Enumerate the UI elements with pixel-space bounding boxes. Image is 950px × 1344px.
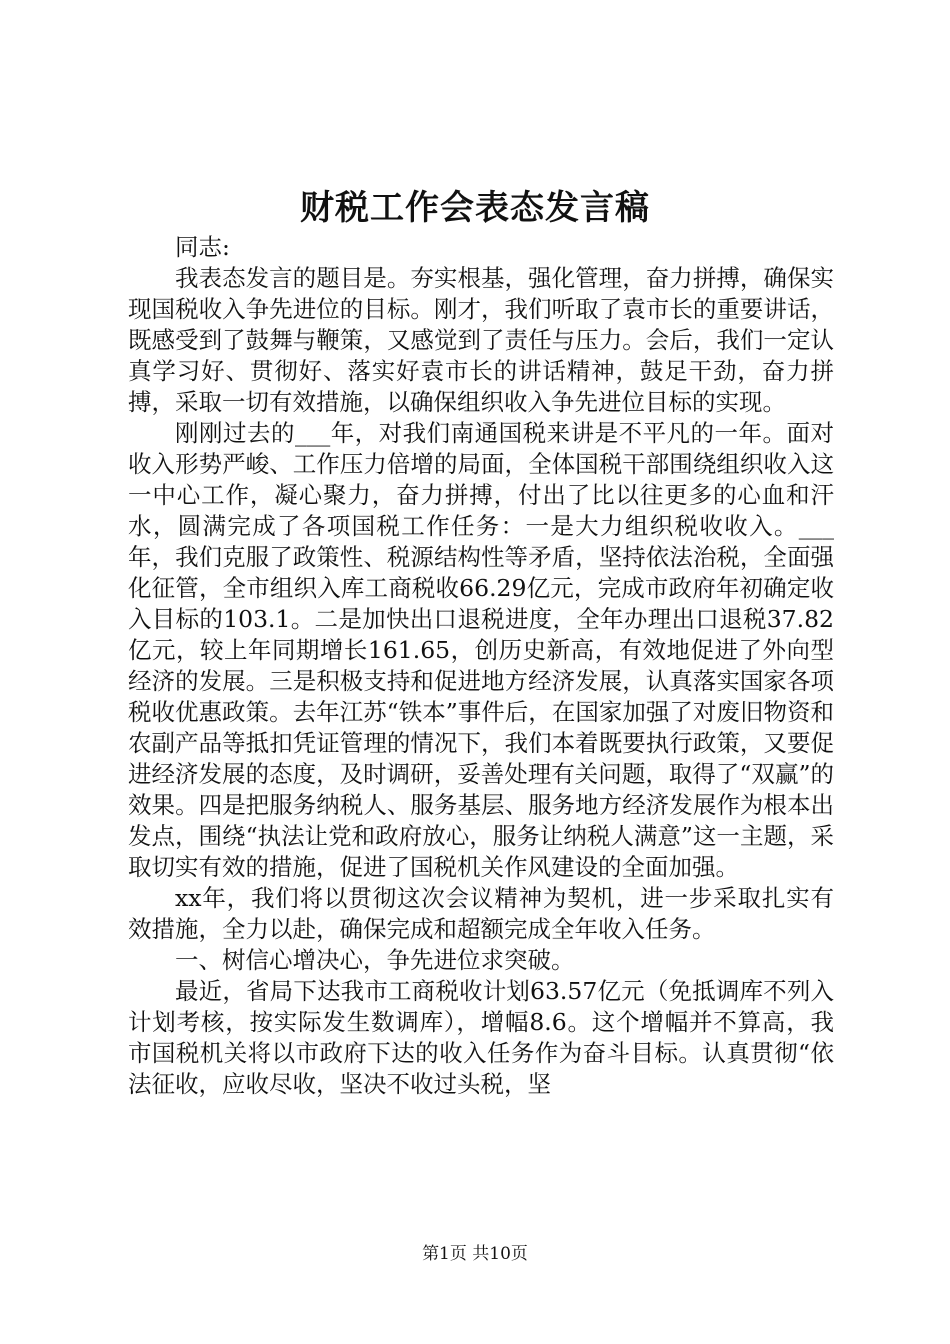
intro-paragraph: 我表态发言的题目是。夯实根基，强化管理，奋力拼搏，确保实现国税收入争先进位的目标。刚才，我们听取了袁市长的重要讲话，既感受到了鼓舞与鞭策，又感觉到了责任与压力。会后，我们一定认真学习好、贯彻好、落实好袁市长的讲话精神，鼓足干劲，奋力拼搏，采取一切有效措施，以确保组织收入争先进位目标的实现。: [128, 264, 834, 416]
document-title: 财税工作会表态发言稿: [300, 188, 650, 228]
plan-paragraph: xx年，我们将以贯彻这次会议精神为契机，进一步采取扎实有效措施，全力以赴，确保完成和超额完成全年收入任务。: [128, 884, 834, 943]
section-1-paragraph: 最近，省局下达我市工商税收计划63.57亿元（免抵调库不列入计划考核，按实际发生数调库），增幅8.6。这个增幅并不算高，我市国税机关将以市政府下达的收入任务作为奋斗目标。认真贯彻“依法征收，应收尽收，坚决不收过头税，坚: [128, 977, 834, 1098]
page-footer: 第1页 共10页: [422, 1244, 528, 1264]
document-body: [128, 232, 834, 1100]
salutation-paragraph: 同志:: [175, 233, 230, 261]
review-paragraph: 刚刚过去的___年，对我们南通国税来讲是不平凡的一年。面对收入形势严峻、工作压力倍增的局面，全体国税干部围绕组织收入这一中心工作，凝心聚力，奋力拼搏，付出了比以往更多的心血和汗水，圆满完成了各项国税工作任务：一是大力组织税收收入。___年，我们克服了政策性、税源结构性等矛盾，坚持依法治税，全面强化征管，全市组织入库工商税收66.29亿元，完成市政府年初确定收入目标的103.1。二是加快出口退税进度，全年办理出口退税37.82亿元，较上年同期增长161.65，创历史新高，有效地促进了外向型经济的发展。三是积极支持和促进地方经济发展，认真落实国家各项税收优惠政策。去年江苏“铁本”事件后，在国家加强了对废旧物资和农副产品等抵扣凭证管理的情况下，我们本着既要执行政策，又要促进经济发展的态度，及时调研，妥善处理有关问题，取得了“双赢”的效果。四是把服务纳税人、服务基层、服务地方经济发展作为根本出发点，围绕“执法让党和政府放心，服务让纳税人满意”这一主题，采取切实有效的措施，促进了国税机关作风建设的全面加强。: [128, 419, 834, 881]
section-heading-1: 一、树信心增决心，争先进位求突破。: [175, 946, 575, 974]
